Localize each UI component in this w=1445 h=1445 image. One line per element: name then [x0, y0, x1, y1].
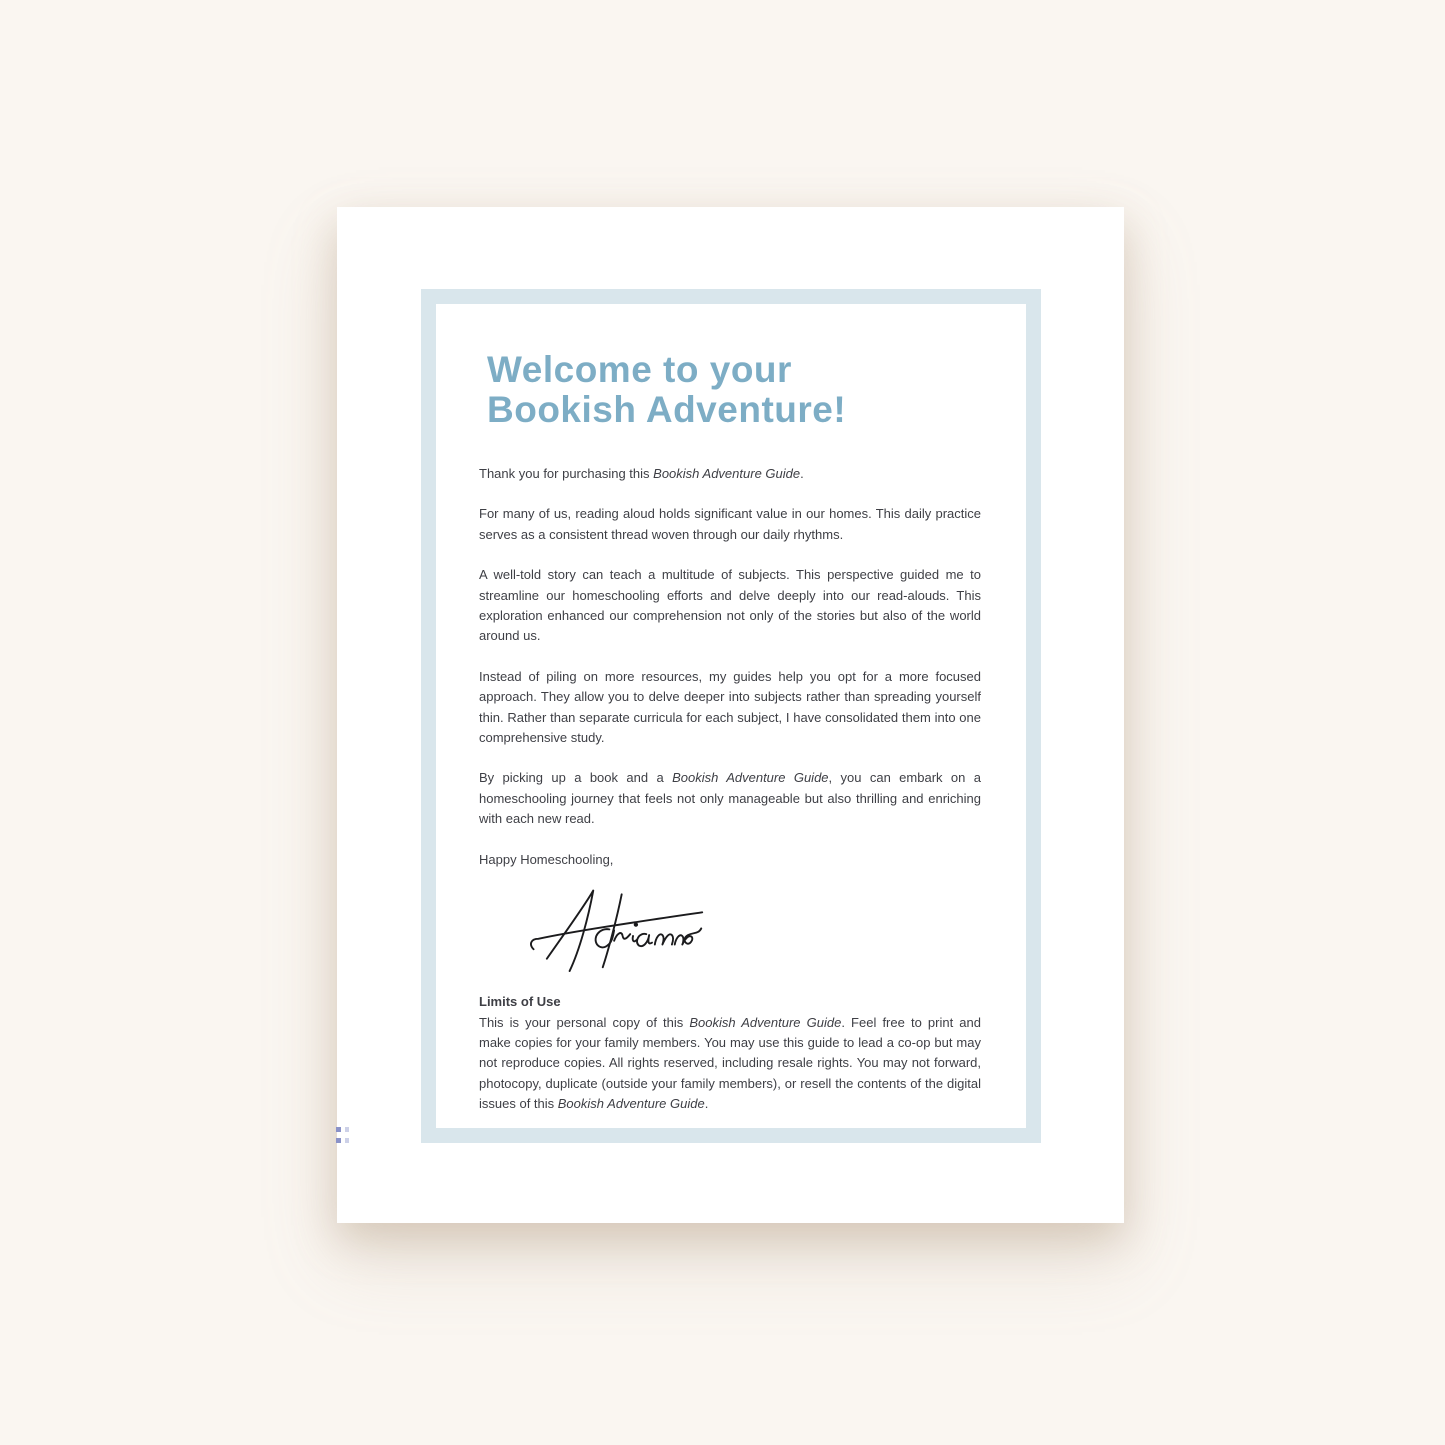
text-segment: , you can embark on a homeschooling journey that feels not only manageable but also thrilling and enriching with each new read.	[479, 770, 981, 827]
text-segment: Happy Homeschooling,	[479, 851, 614, 867]
limits-heading: Limits of Use	[479, 994, 561, 1010]
text-segment: A well-told story can teach a multitude of subjects. This perspective guided me to streamline our homeschooling efforts and delve deeply into our read-alouds. This exploration enhanced our comprehension not only of the stories but also of the world around us.	[479, 567, 981, 644]
signature	[525, 882, 707, 972]
artifact-dot	[336, 1127, 341, 1132]
page-title	[487, 350, 981, 430]
letter-content	[436, 304, 1026, 1128]
limits-of-use-section	[479, 992, 981, 1114]
page-title-line1: Welcome to your	[487, 349, 792, 390]
page-title-line2: Bookish Adventure!	[487, 389, 847, 430]
guide-title-italic: Bookish Adventure Guide	[653, 466, 801, 481]
guide-title-italic: Bookish Adventure Guide	[557, 1096, 705, 1112]
paragraph	[479, 565, 981, 647]
text-segment: .	[704, 1096, 709, 1112]
text-segment: .	[800, 466, 804, 481]
paragraph	[479, 768, 981, 829]
paragraph	[479, 464, 981, 484]
paragraph	[479, 667, 981, 749]
paragraph	[479, 504, 981, 545]
guide-title-italic: Bookish Adventure Guide	[689, 1014, 842, 1030]
artifact-dot	[336, 1138, 341, 1143]
paragraph	[479, 850, 981, 870]
letter-frame	[421, 289, 1041, 1143]
text-segment: Instead of piling on more resources, my guides help you opt for a more focused approach. They allow you to delve deeper into subjects rather than spreading yourself thin. Rather than separate curricula for each subject, I have consolidated them into one comprehensive study.	[479, 668, 981, 746]
text-segment: For many of us, reading aloud holds significant value in our homes. This daily practice serves as a consistent thread woven through our daily rhythms.	[479, 506, 981, 542]
artifact-dot	[345, 1127, 349, 1132]
document-page	[337, 207, 1124, 1223]
signature-adrianne-icon	[525, 882, 707, 972]
text-segment: . Feel free to print and make copies for your family members. You may use this guide to lead a co-op but may not reproduce copies. All rights reserved, including resale rights. You may not forward, photocopy, duplicate (outside your family members), or resell the contents of the digital issues of this	[479, 1014, 981, 1112]
text-segment: By picking up a book and a	[479, 770, 673, 786]
text-segment: Thank you for purchasing this	[479, 466, 654, 481]
artifact-dot	[345, 1138, 349, 1143]
limits-text	[479, 1013, 981, 1115]
page-edge-artifact	[336, 1127, 349, 1143]
letter-body	[479, 464, 981, 870]
guide-title-italic: Bookish Adventure Guide	[672, 770, 829, 786]
text-segment: This is your personal copy of this	[479, 1014, 690, 1030]
